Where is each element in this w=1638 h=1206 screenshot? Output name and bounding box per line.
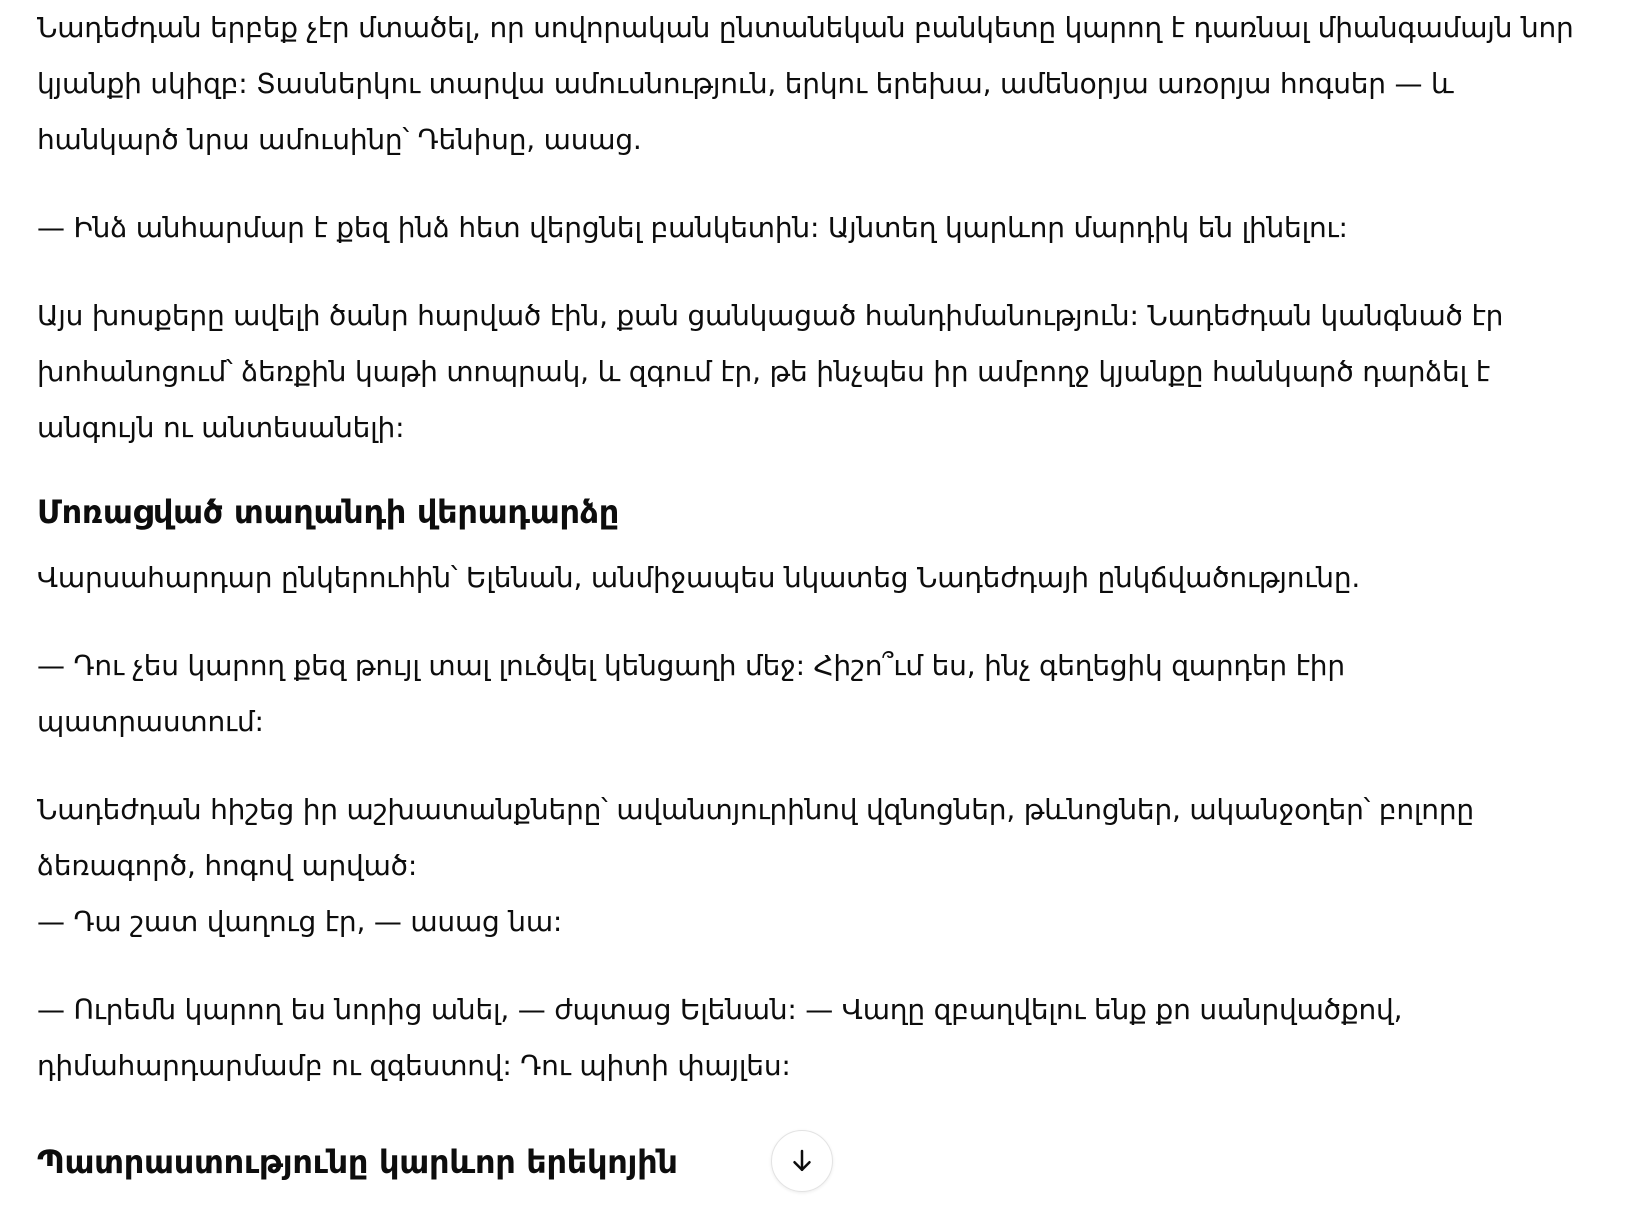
section-heading: Մոռացված տաղանդի վերադարձը xyxy=(37,493,619,531)
paragraph: Նադեժդան հիշեց իր աշխատանքները՝ ավանտյուրինով վզնոցներ, թևնոցներ, ականջօղեր՝ բոլորը ձեռագործ, հոգով արված: xyxy=(37,793,1474,882)
arrow-down-icon xyxy=(787,1146,817,1176)
section-heading: Պատրաստությունը կարևոր երեկոյին xyxy=(37,1143,678,1181)
paragraph: — Ինձ անհարմար է քեզ ինձ հետ վերցնել բանկետին: Այնտեղ կարևոր մարդիկ են լինելու: xyxy=(37,211,1348,244)
paragraph: Նադեժդան երբեք չէր մտածել, որ սովորական ընտանեկան բանկետը կարող է դառնալ միանգամայն նոր կյանքի սկիզբ: Տասներկու տարվա ամուսնություն, երկու երեխա, ամենօրյա առօրյա հոգսեր — և հանկարծ նրա ամուսինը՝ Դենիսը, ասաց. xyxy=(37,11,1574,156)
article-body xyxy=(37,0,1577,1094)
paragraph: Վարսահարդար ընկերուհին՝ Ելենան, անմիջապես նկատեց Նադեժդայի ընկճվածությունը. xyxy=(37,561,1361,594)
paragraph: — Դու չես կարող քեզ թույլ տալ լուծվել կենցաղի մեջ: Հիշո՞ւմ ես, ինչ գեղեցիկ զարդեր էիր պատրաստում: xyxy=(37,649,1345,738)
paragraph: — Ուրեմն կարող ես նորից անել, — ժպտաց Ելենան: — Վաղը զբաղվելու ենք քո սանրվածքով, դիմահարդարմամբ ու զգեստով: Դու պիտի փայլես: xyxy=(37,993,1403,1082)
scroll-to-bottom-button[interactable] xyxy=(771,1130,833,1192)
paragraph: Այս խոսքերը ավելի ծանր հարված էին, քան ցանկացած հանդիմանություն: Նադեժդան կանգնած էր խոհանոցում՝ ձեռքին կաթի տոպրակ, և զգում էր, թե ինչպես իր ամբողջ կյանքը հանկարծ դարձել է անգույն ու անտեսանելի: xyxy=(37,299,1504,444)
bottom-heading-row xyxy=(37,1130,678,1194)
paragraph: — Դա շատ վաղուց էր, — ասաց նա: xyxy=(37,905,563,938)
